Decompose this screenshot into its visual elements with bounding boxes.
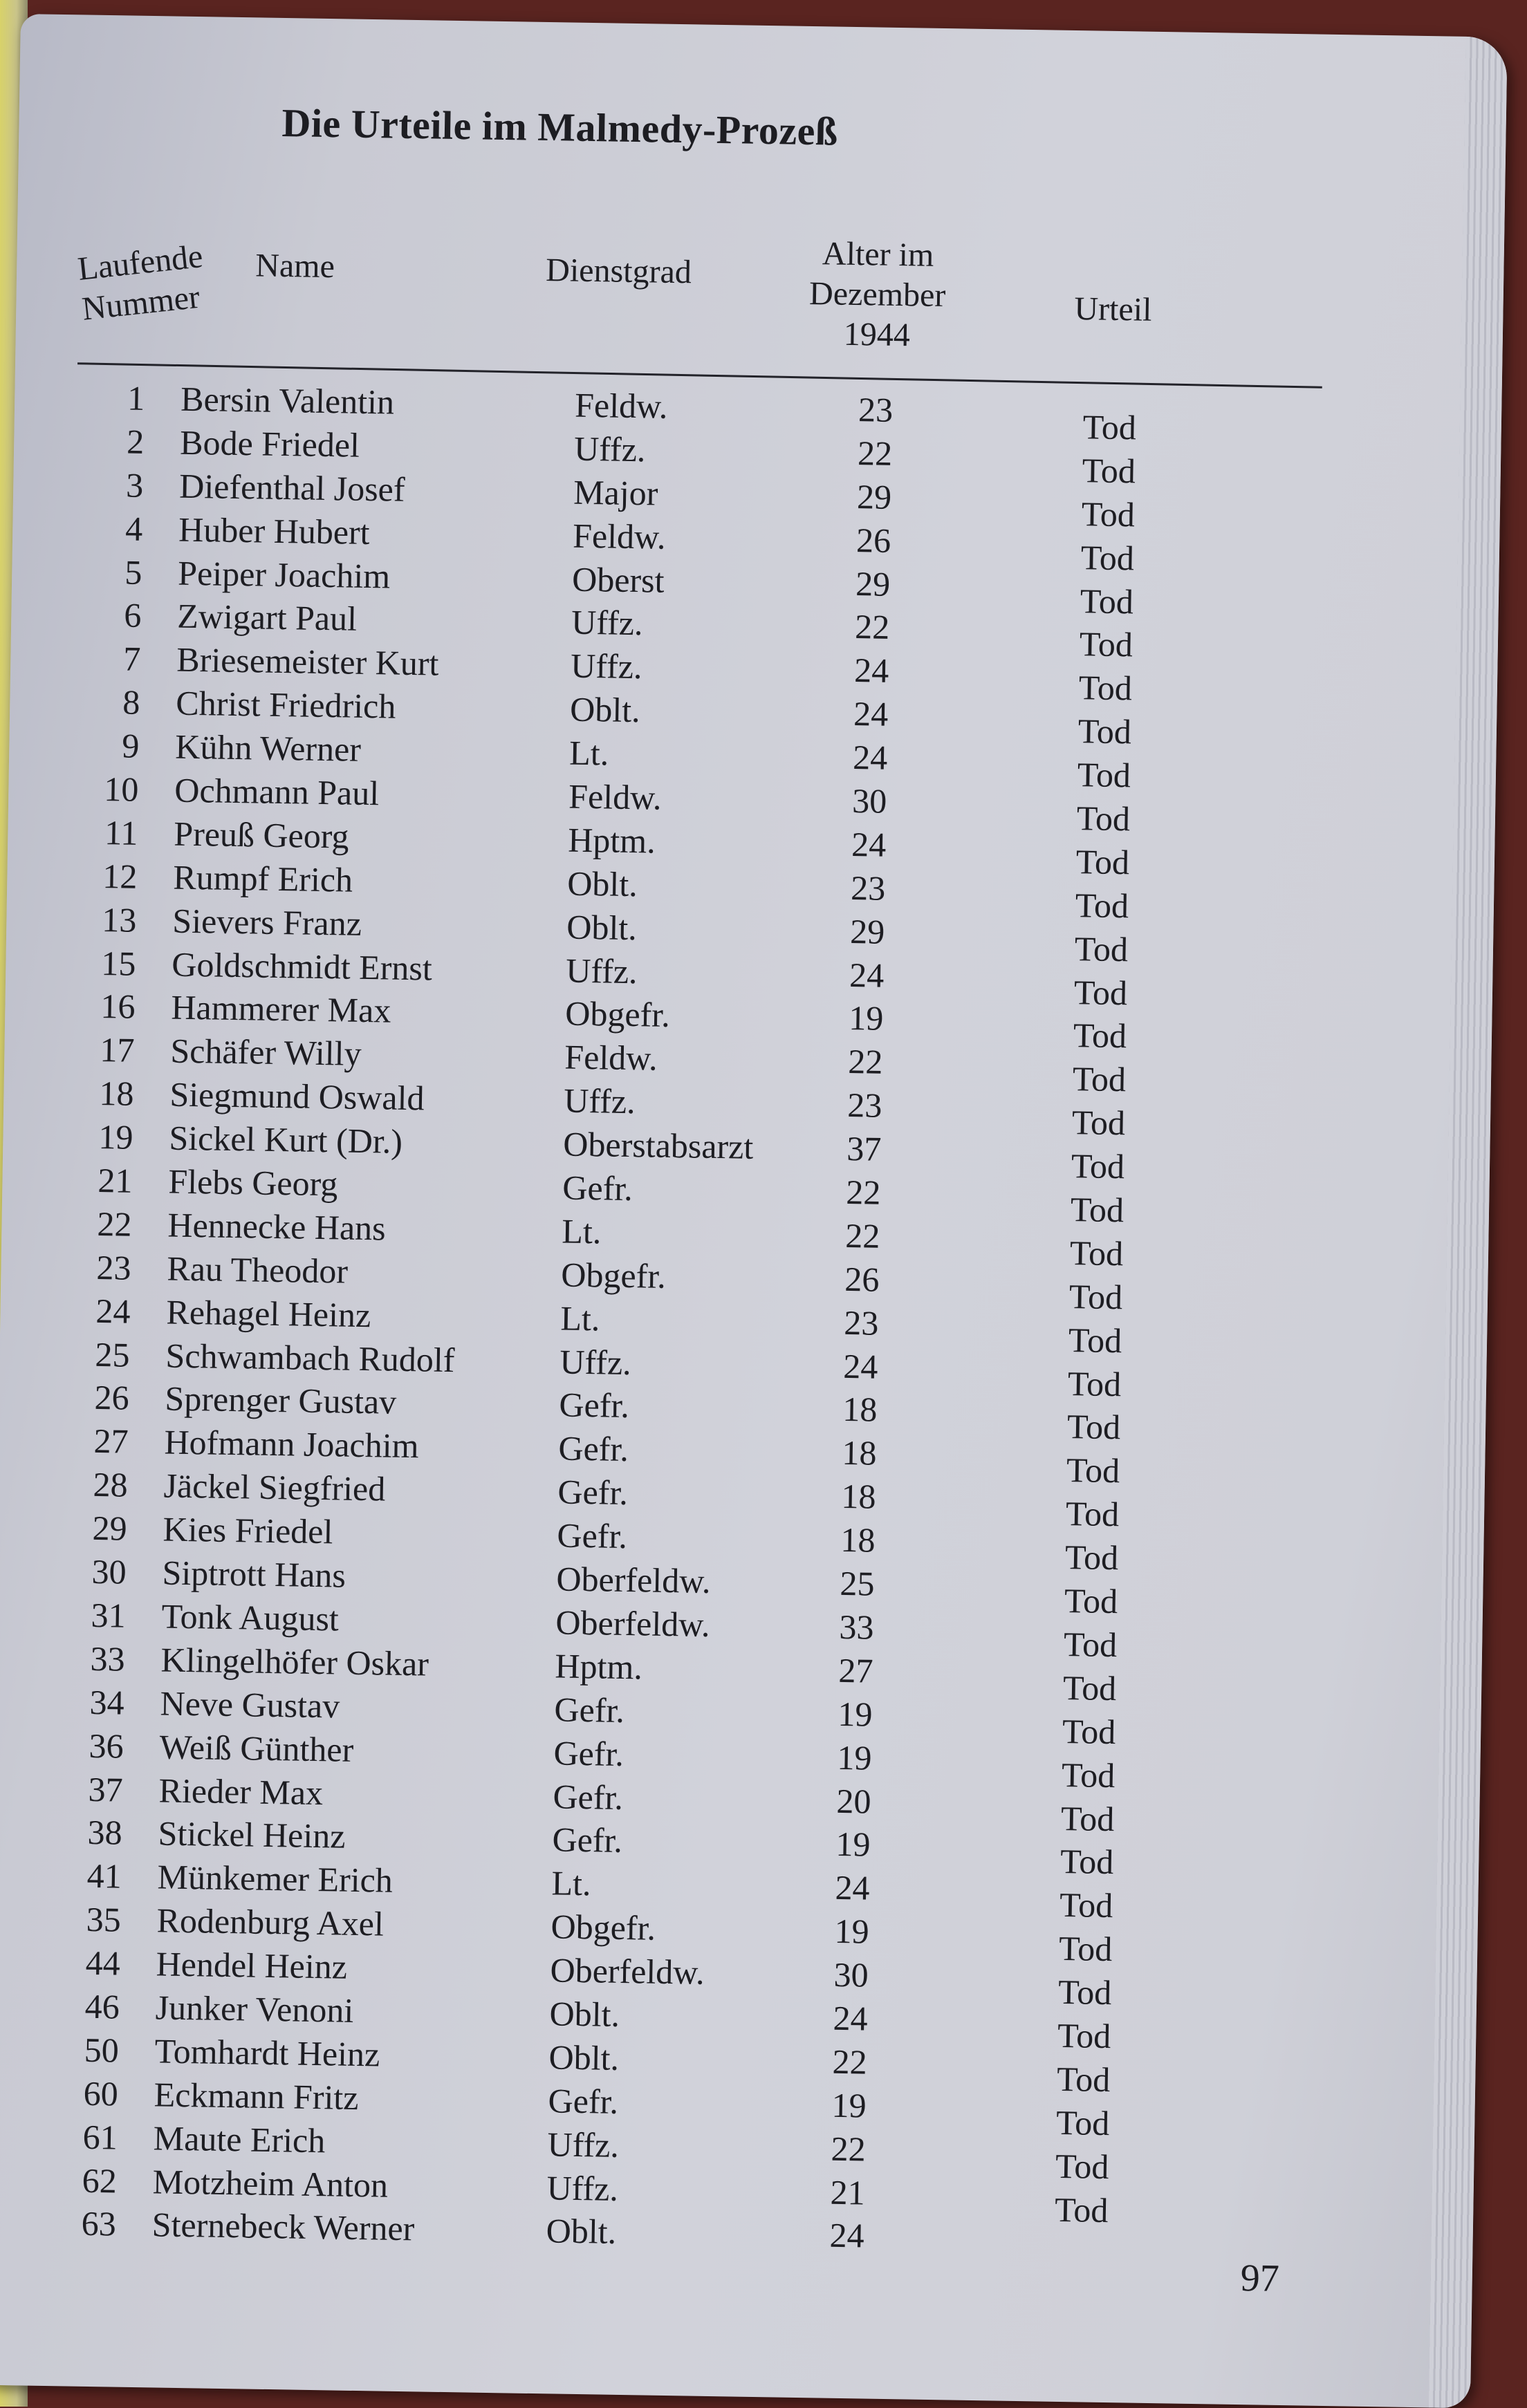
- row-number: 12: [102, 856, 138, 896]
- row-rank: Oberst: [571, 559, 665, 600]
- row-age: 24: [852, 738, 888, 777]
- row-name: Tonk August: [161, 1596, 340, 1639]
- row-verdict: Tod: [1066, 1450, 1120, 1491]
- row-rank: Lt.: [551, 1863, 591, 1903]
- row-number: 2: [126, 422, 145, 461]
- row-number: 21: [98, 1160, 133, 1200]
- row-name: Huber Hubert: [178, 510, 371, 552]
- row-number: 38: [87, 1813, 123, 1853]
- row-number: 28: [93, 1465, 129, 1504]
- row-rank: Uffz.: [571, 603, 643, 643]
- column-header-rank: Dienstgrad: [545, 251, 692, 291]
- row-rank: Oberfeldw.: [556, 1559, 712, 1600]
- row-name: Siptrott Hans: [162, 1553, 346, 1595]
- row-age: 29: [849, 911, 885, 951]
- row-number: 50: [84, 2030, 120, 2070]
- row-rank: Obgefr.: [550, 1907, 656, 1948]
- row-age: 37: [846, 1129, 882, 1168]
- row-number: 61: [82, 2117, 118, 2157]
- row-rank: Uffz.: [563, 1081, 636, 1121]
- row-age: 30: [833, 1954, 869, 1995]
- row-age: 18: [842, 1433, 877, 1473]
- row-age: 19: [835, 1824, 871, 1865]
- row-rank: Uffz.: [573, 429, 646, 469]
- row-name: Rodenburg Axel: [156, 1901, 385, 1943]
- row-name: Peiper Joachim: [177, 553, 391, 596]
- row-age: 19: [837, 1694, 873, 1734]
- row-number: 36: [89, 1726, 124, 1766]
- row-name: Kühn Werner: [174, 727, 362, 769]
- row-age: 26: [855, 520, 891, 560]
- row-age: 24: [849, 955, 885, 995]
- row-name: Hennecke Hans: [167, 1205, 387, 1248]
- row-name: Sievers Franz: [172, 901, 362, 943]
- column-header-age-line3: 1944: [843, 315, 911, 354]
- row-number: 37: [88, 1769, 124, 1809]
- row-verdict: Tod: [1057, 1972, 1112, 2013]
- row-rank: Gefr.: [552, 1820, 623, 1860]
- row-age: 23: [850, 868, 886, 908]
- row-verdict: Tod: [1078, 668, 1133, 708]
- row-name: Zwigart Paul: [176, 597, 358, 639]
- row-name: Flebs Georg: [168, 1161, 338, 1204]
- row-rank: Uffz.: [565, 951, 638, 991]
- row-verdict: Tod: [1080, 537, 1135, 578]
- row-verdict: Tod: [1065, 1494, 1120, 1534]
- row-rank: Hptm.: [555, 1646, 643, 1687]
- row-rank: Oblt.: [566, 864, 638, 904]
- row-rank: Uffz.: [546, 2167, 619, 2208]
- row-number: 4: [124, 509, 143, 548]
- row-age: 24: [851, 824, 887, 864]
- row-verdict: Tod: [1069, 1233, 1124, 1273]
- row-rank: Gefr.: [553, 1733, 624, 1773]
- column-header-number: Laufende Nummer: [75, 238, 205, 328]
- row-age: 27: [838, 1650, 873, 1690]
- row-number: 46: [84, 1986, 120, 2026]
- row-rank: Uffz.: [559, 1342, 632, 1382]
- row-verdict: Tod: [1062, 1668, 1117, 1708]
- row-rank: Obgefr.: [564, 994, 671, 1035]
- row-name: Siegmund Oswald: [169, 1074, 425, 1118]
- row-number: 30: [91, 1551, 127, 1592]
- row-rank: Feldw.: [564, 1037, 658, 1079]
- row-age: 22: [844, 1215, 880, 1256]
- row-verdict: Tod: [1067, 1363, 1122, 1403]
- row-verdict: Tod: [1060, 1798, 1115, 1838]
- row-age: 33: [839, 1607, 874, 1647]
- column-header-name: Name: [254, 247, 335, 286]
- row-verdict: Tod: [1070, 1190, 1125, 1230]
- row-rank: Oblt.: [566, 907, 638, 947]
- row-verdict: Tod: [1064, 1538, 1119, 1578]
- row-verdict: Tod: [1075, 842, 1130, 882]
- row-rank: Gefr.: [558, 1428, 629, 1469]
- row-verdict: Tod: [1071, 1103, 1126, 1143]
- row-age: 24: [835, 1868, 871, 1907]
- row-age: 22: [857, 433, 893, 473]
- row-verdict: Tod: [1054, 2190, 1109, 2230]
- row-number: 6: [123, 595, 142, 635]
- row-number: 25: [95, 1334, 130, 1374]
- row-verdict: Tod: [1079, 624, 1133, 664]
- row-name: Münkemer Erich: [157, 1857, 394, 1901]
- row-name: Maute Erich: [153, 2118, 326, 2160]
- row-age: 23: [858, 390, 894, 429]
- row-age: 29: [855, 563, 891, 604]
- row-rank: Uffz.: [570, 646, 642, 687]
- row-age: 20: [836, 1781, 871, 1821]
- row-name: Schwambach Rudolf: [165, 1336, 455, 1379]
- row-name: Schäfer Willy: [170, 1031, 362, 1074]
- row-age: 24: [833, 1998, 869, 2038]
- row-age: 30: [851, 781, 887, 821]
- row-number: 13: [102, 899, 137, 940]
- row-verdict: Tod: [1058, 1929, 1113, 1969]
- row-rank: Oblt.: [549, 1994, 620, 2034]
- row-rank: Lt.: [562, 1211, 602, 1251]
- row-name: Sternebeck Werner: [151, 2205, 415, 2248]
- row-verdict: Tod: [1064, 1581, 1118, 1621]
- row-number: 9: [121, 726, 140, 765]
- row-age: 22: [831, 2129, 867, 2169]
- row-name: Preuß Georg: [173, 814, 350, 856]
- row-number: 11: [104, 812, 138, 852]
- row-age: 22: [832, 2042, 868, 2082]
- row-verdict: Tod: [1073, 972, 1128, 1012]
- row-age: 24: [829, 2216, 865, 2255]
- row-number: 26: [94, 1378, 130, 1418]
- row-name: Eckmann Fritz: [154, 2075, 359, 2117]
- row-name: Rumpf Erich: [172, 857, 353, 899]
- row-verdict: Tod: [1075, 885, 1129, 926]
- row-verdict: Tod: [1077, 755, 1131, 795]
- row-verdict: Tod: [1068, 1320, 1122, 1360]
- row-number: 63: [81, 2204, 117, 2243]
- row-age: 19: [831, 2085, 867, 2125]
- row-rank: Oberfeldw.: [555, 1603, 711, 1644]
- row-number: 15: [101, 943, 136, 983]
- row-age: 24: [853, 651, 889, 691]
- row-age: 23: [843, 1303, 879, 1343]
- row-rank: Obgefr.: [561, 1255, 667, 1296]
- row-verdict: Tod: [1081, 494, 1136, 534]
- row-rank: Gefr.: [562, 1168, 633, 1208]
- row-name: Sickel Kurt (Dr.): [169, 1118, 403, 1161]
- row-number: 10: [103, 769, 139, 809]
- row-rank: Lt.: [560, 1298, 600, 1338]
- row-number: 3: [125, 465, 144, 505]
- row-age: 29: [856, 476, 892, 516]
- row-rank: Feldw.: [568, 776, 663, 817]
- row-name: Neve Gustav: [160, 1683, 340, 1726]
- row-age: 24: [853, 694, 889, 734]
- row-age: 19: [848, 998, 884, 1038]
- row-rank: Uffz.: [547, 2124, 620, 2165]
- row-number: 29: [92, 1509, 128, 1548]
- row-age: 22: [845, 1172, 881, 1212]
- row-name: Rau Theodor: [167, 1249, 349, 1291]
- row-age: 26: [844, 1259, 880, 1299]
- row-verdict: Tod: [1072, 1059, 1127, 1099]
- row-verdict: Tod: [1071, 1146, 1125, 1186]
- row-verdict: Tod: [1080, 581, 1134, 621]
- row-name: Diefenthal Josef: [178, 466, 405, 509]
- row-rank: Oberstabsarzt: [562, 1124, 754, 1166]
- row-verdict: Tod: [1082, 407, 1137, 447]
- row-name: Christ Friedrich: [175, 683, 396, 726]
- row-name: Sprenger Gustav: [165, 1379, 397, 1422]
- row-rank: Gefr.: [553, 1776, 624, 1817]
- row-rank: Gefr.: [557, 1515, 628, 1556]
- row-verdict: Tod: [1076, 799, 1131, 839]
- column-header-verdict: Urteil: [1074, 290, 1152, 328]
- row-rank: Oberfeldw.: [550, 1950, 705, 1992]
- row-number: 5: [124, 552, 142, 592]
- row-age: 19: [837, 1737, 872, 1777]
- row-rank: Gefr.: [559, 1385, 630, 1426]
- row-name: Klingelhöfer Oskar: [160, 1640, 429, 1683]
- row-rank: Oblt.: [548, 2037, 620, 2078]
- row-verdict: Tod: [1063, 1624, 1118, 1665]
- row-age: 25: [840, 1563, 875, 1603]
- row-number: 60: [83, 2073, 119, 2113]
- row-age: 24: [842, 1346, 878, 1386]
- row-age: 18: [841, 1477, 876, 1516]
- row-name: Ochmann Paul: [174, 770, 380, 813]
- row-name: Bersin Valentin: [180, 379, 395, 422]
- row-verdict: Tod: [1059, 1842, 1114, 1882]
- column-header-age-line1: Alter im: [822, 235, 934, 274]
- row-number: 1: [127, 378, 145, 418]
- row-number: 62: [82, 2160, 118, 2201]
- row-number: 35: [86, 1900, 122, 1939]
- row-rank: Gefr.: [557, 1472, 629, 1513]
- row-verdict: Tod: [1061, 1755, 1116, 1795]
- row-rank: Major: [573, 472, 658, 513]
- row-age: 18: [840, 1520, 876, 1560]
- row-name: Bode Friedel: [179, 422, 360, 465]
- row-rank: Gefr.: [548, 2081, 619, 2121]
- row-age: 18: [842, 1390, 878, 1430]
- row-age: 21: [830, 2172, 866, 2212]
- row-verdict: Tod: [1057, 2015, 1111, 2056]
- row-verdict: Tod: [1059, 1885, 1113, 1925]
- row-number: 34: [89, 1682, 125, 1722]
- row-age: 19: [834, 1911, 870, 1951]
- row-name: Hendel Heinz: [156, 1944, 348, 1986]
- page-title: Die Urteile im Malmedy-Prozeß: [281, 100, 839, 154]
- row-rank: Hptm.: [567, 820, 656, 861]
- verdict-table-body: [0, 372, 1468, 2264]
- row-verdict: Tod: [1055, 2102, 1110, 2143]
- row-name: Rehagel Heinz: [166, 1292, 371, 1334]
- row-verdict: Tod: [1077, 711, 1132, 752]
- row-number: 24: [95, 1291, 131, 1331]
- row-name: Junker Venoni: [155, 1988, 354, 2030]
- row-number: 16: [100, 987, 136, 1027]
- row-number: 7: [122, 639, 141, 679]
- row-rank: Feldw.: [572, 516, 666, 557]
- row-number: 19: [98, 1117, 133, 1157]
- row-verdict: Tod: [1062, 1711, 1116, 1751]
- row-rank: Gefr.: [554, 1690, 625, 1730]
- row-verdict: Tod: [1056, 2059, 1111, 2099]
- row-number: 8: [122, 682, 140, 722]
- row-name: Stickel Heinz: [158, 1813, 346, 1856]
- row-name: Weiß Günther: [159, 1727, 354, 1769]
- row-name: Goldschmidt Ernst: [172, 944, 433, 988]
- row-name: Rieder Max: [158, 1770, 324, 1812]
- row-verdict: Tod: [1068, 1276, 1123, 1317]
- row-number: 44: [85, 1943, 121, 1983]
- book-page: [0, 14, 1508, 2408]
- row-name: Hofmann Joachim: [164, 1422, 419, 1466]
- row-verdict: Tod: [1082, 451, 1136, 491]
- row-rank: Feldw.: [574, 385, 668, 426]
- row-age: 23: [846, 1085, 882, 1126]
- row-verdict: Tod: [1055, 2146, 1109, 2186]
- row-verdict: Tod: [1073, 1016, 1127, 1056]
- row-verdict: Tod: [1074, 928, 1129, 969]
- row-number: 22: [97, 1204, 132, 1244]
- row-number: 17: [100, 1030, 135, 1070]
- row-age: 22: [847, 1042, 883, 1082]
- row-number: 23: [96, 1247, 131, 1287]
- row-rank: Oblt.: [546, 2211, 617, 2252]
- row-number: 27: [93, 1421, 129, 1462]
- row-rank: Oblt.: [569, 689, 641, 730]
- row-name: Jäckel Siegfried: [163, 1466, 386, 1509]
- row-number: 18: [99, 1074, 134, 1114]
- row-number: 41: [86, 1856, 122, 1896]
- column-header-age-line2: Dezember: [808, 274, 946, 315]
- row-rank: Lt.: [568, 733, 609, 773]
- row-number: 33: [90, 1639, 126, 1679]
- row-verdict: Tod: [1066, 1407, 1121, 1447]
- row-name: Hammerer Max: [171, 988, 391, 1031]
- row-number: 31: [91, 1595, 127, 1635]
- page-number: 97: [1240, 2257, 1280, 2300]
- row-name: Motzheim Anton: [152, 2161, 389, 2205]
- row-name: Briesemeister Kurt: [176, 640, 439, 683]
- row-name: Tomhardt Heinz: [154, 2031, 380, 2074]
- row-age: 22: [854, 607, 890, 647]
- row-name: Kies Friedel: [163, 1509, 333, 1551]
- column-header-age: [783, 233, 972, 356]
